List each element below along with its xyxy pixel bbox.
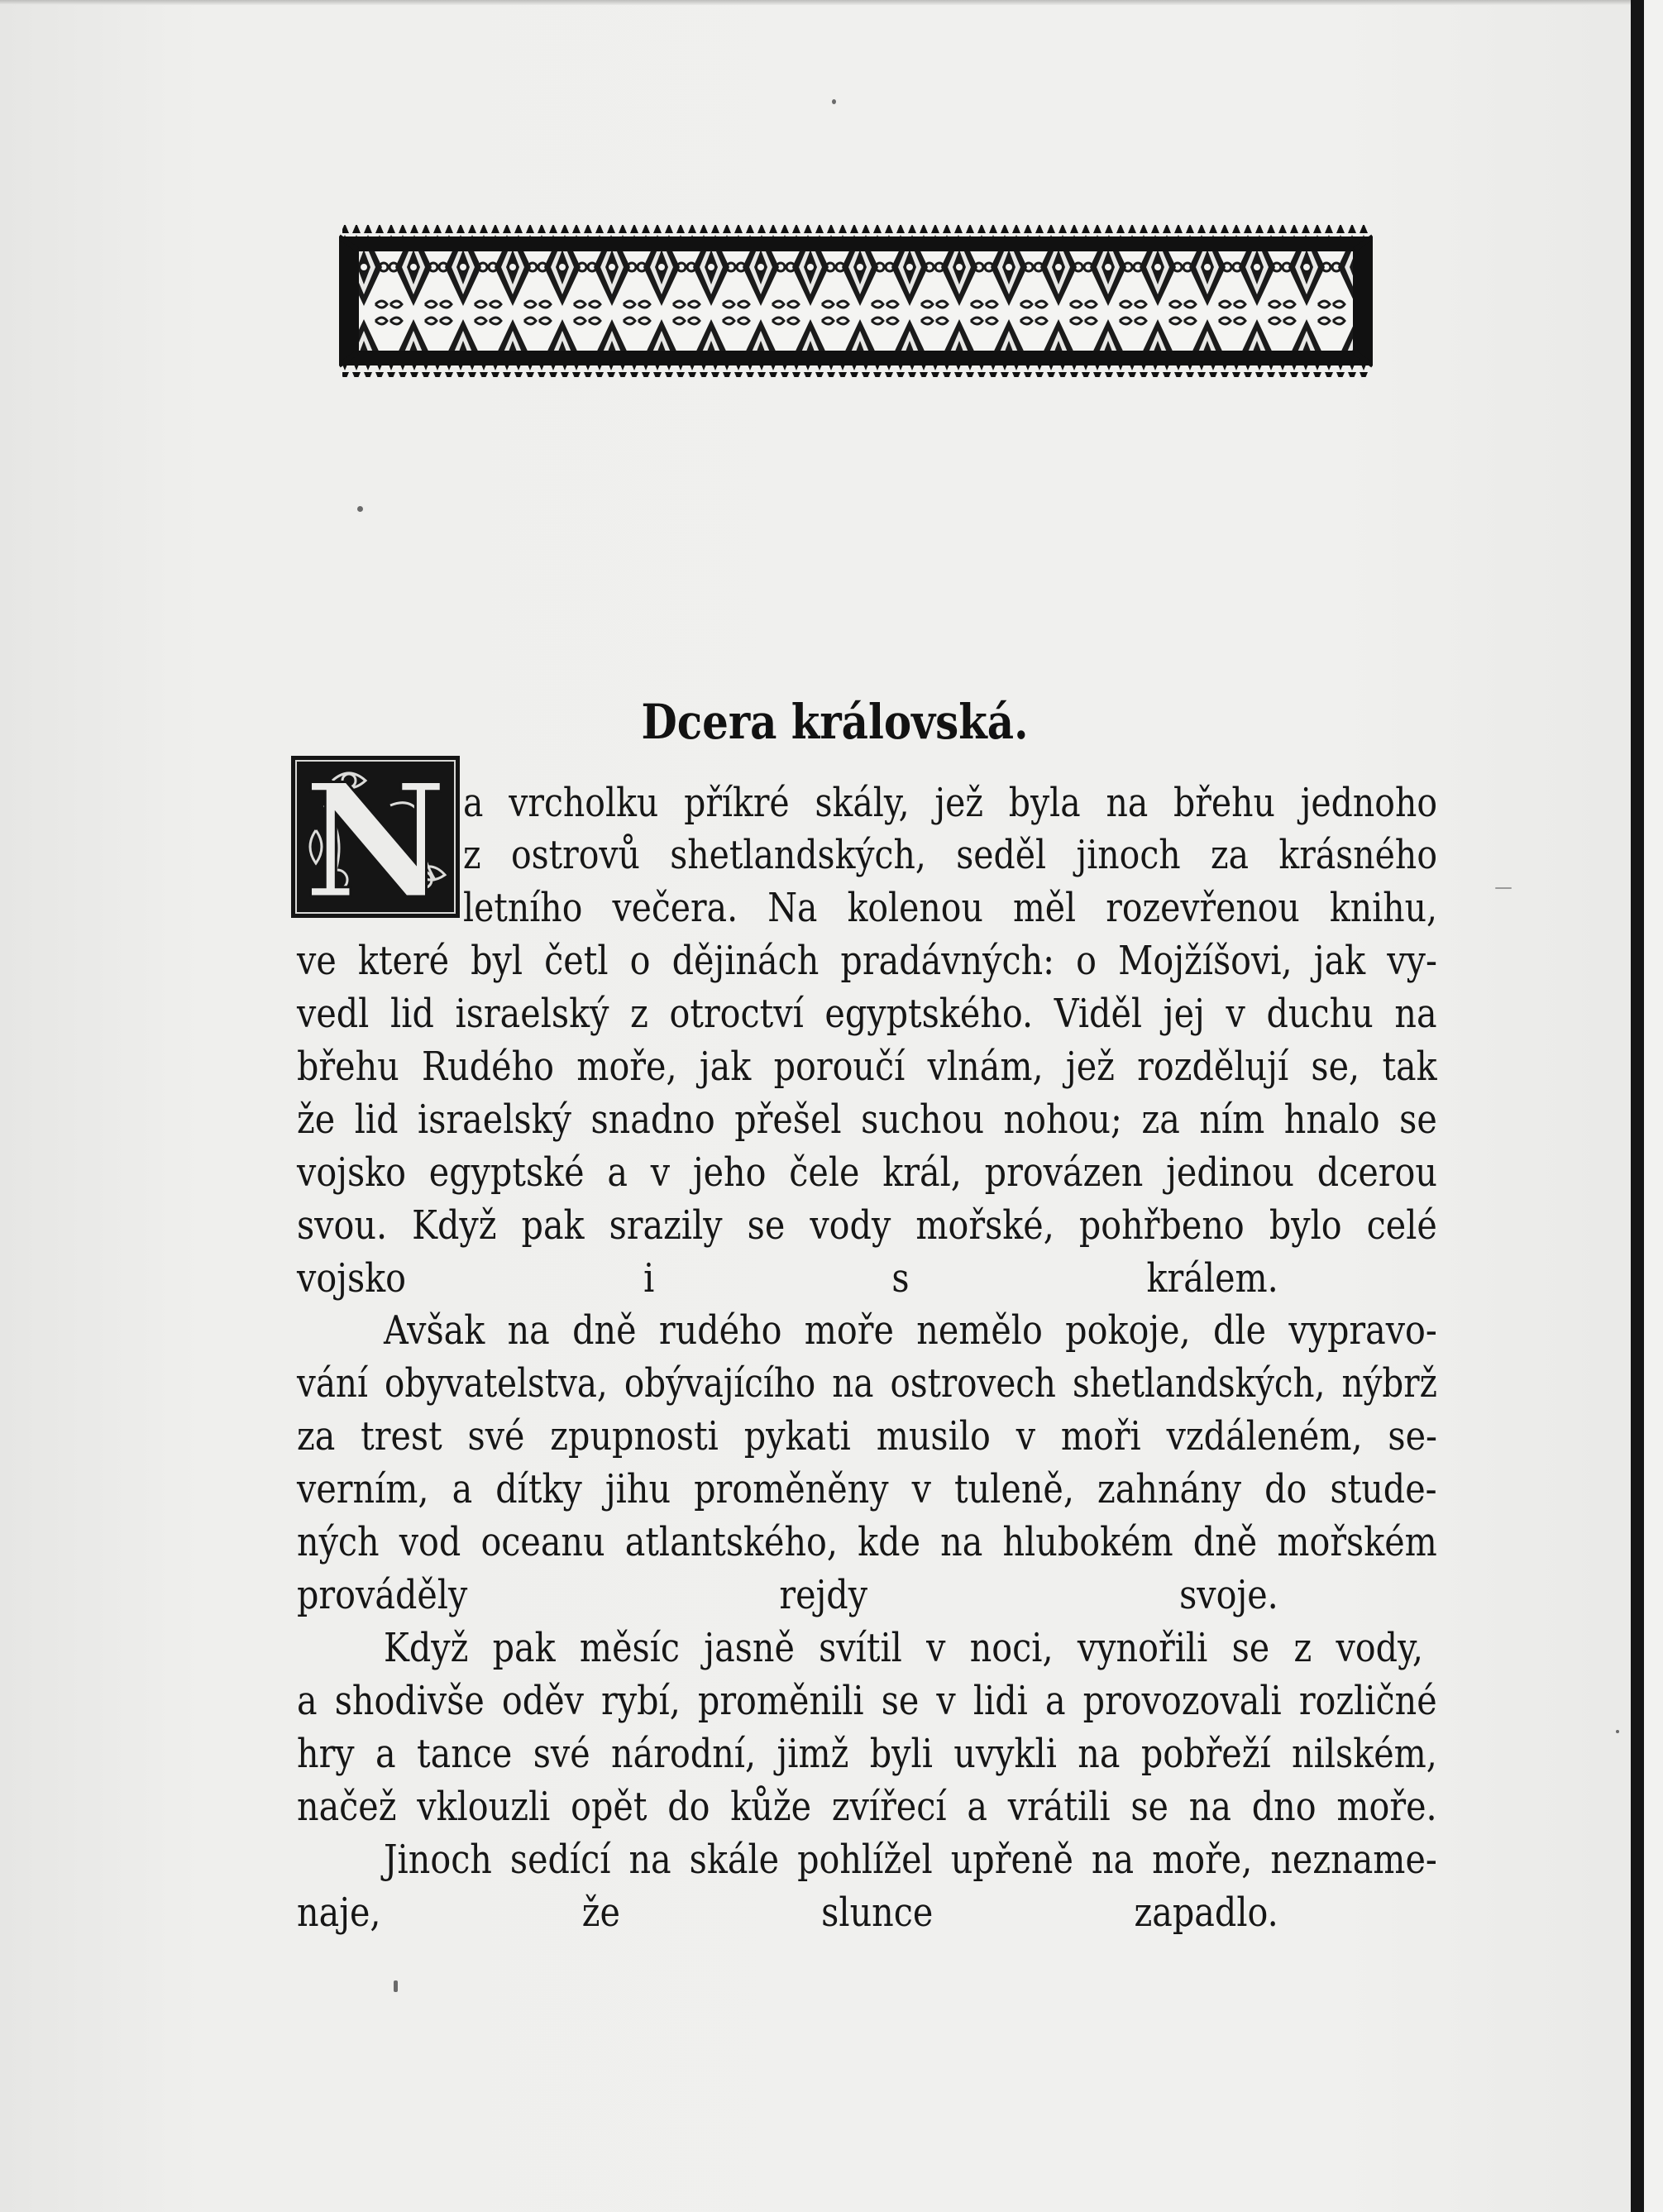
- text-line-content: vojsko i s králem.: [297, 1255, 1278, 1302]
- text-line-content: břehu Rudého moře, jak poroučí vlnám, jež rozdělují se, tak: [297, 1044, 1437, 1090]
- text-line: [463, 882, 1604, 934]
- text-line: [297, 1464, 1438, 1515]
- text-line: [297, 1887, 1438, 1938]
- text-line: [463, 777, 1604, 829]
- text-line-content: za trest své zpupnosti pykati musilo v moři vzdáleném, se-: [297, 1413, 1437, 1460]
- text-line: [297, 1200, 1438, 1251]
- text-line-content: vání obyvatelstva, obývajícího na ostrovech shetlandských, nýbrž: [297, 1360, 1437, 1407]
- text-line-content: Avšak na dně rudého moře nemělo pokoje, dle vypravo-: [384, 1307, 1437, 1354]
- text-line-content: verním, a dítky jihu proměněny v tuleně, zahnány do stude-: [297, 1466, 1437, 1512]
- text-line: [384, 1305, 1525, 1356]
- text-line-content: vedl lid israelský z otroctví egyptského. Viděl jej v duchu na: [297, 991, 1437, 1037]
- text-line: [297, 1253, 1438, 1304]
- speck: [394, 1980, 398, 1992]
- speck: [1616, 1730, 1619, 1733]
- page-top-edge: [0, 0, 1631, 5]
- text-line-content: Když pak měsíc jasně svítil v noci, vynořili se z vody,: [384, 1625, 1424, 1671]
- speck: [832, 99, 836, 104]
- speck: [1495, 887, 1512, 889]
- text-line-content: svou. Když pak srazily se vody mořské, pohřbeno bylo celé: [297, 1202, 1437, 1249]
- text-line: [384, 1622, 1525, 1674]
- text-line: [384, 1834, 1525, 1885]
- text-line: [297, 1675, 1438, 1727]
- text-line-content: naje, že slunce zapadlo.: [297, 1890, 1278, 1936]
- text-line-content: ných vod oceanu atlantského, kde na hlubokém dně mořském: [297, 1519, 1437, 1565]
- text-line-content: a shodivše oděv rybí, proměnili se v lidi a provozovali rozličné: [297, 1678, 1437, 1724]
- text-line-content: ve které byl četl o dějinách pradávných: o Mojžíšovi, jak vy-: [297, 938, 1437, 984]
- chapter-title: Dcera královská.: [641, 693, 1029, 750]
- text-line-content: z ostrovů shetlandských, seděl jinoch za krásného: [463, 832, 1437, 878]
- text-line-content: prováděly rejdy svoje.: [297, 1572, 1278, 1618]
- text-line: [297, 1781, 1438, 1832]
- text-line-content: a vrcholku příkré skály, jež byla na břehu jednoho: [463, 780, 1437, 826]
- page-margin-strip: [1644, 0, 1663, 2212]
- initial-letter: N: [303, 756, 447, 918]
- text-line-content: že lid israelský snadno přešel suchou nohou; za ním hnalo se: [297, 1096, 1437, 1143]
- text-line: [297, 1569, 1438, 1621]
- text-line: [297, 1094, 1438, 1145]
- text-line: [297, 1411, 1438, 1462]
- text-line: [297, 1041, 1438, 1092]
- speck: [357, 506, 363, 512]
- text-line: [297, 1728, 1438, 1780]
- decorated-initial-n: [291, 756, 460, 918]
- text-line: [297, 1147, 1438, 1198]
- text-line-content: hry a tance své národní, jimž byli uvykli na pobřeží nilském,: [297, 1731, 1437, 1777]
- text-line: [297, 1517, 1438, 1568]
- page-dark-edge: [1631, 0, 1644, 2212]
- text-line: [463, 829, 1604, 881]
- text-line-content: Jinoch sedící na skále pohlížel upřeně na moře, neznamе-: [384, 1837, 1437, 1883]
- text-line-content: letního večera. Na kolenou měl rozevřenou knihu,: [463, 885, 1437, 931]
- text-line: [297, 988, 1438, 1039]
- text-line: [297, 935, 1438, 987]
- ornamental-headpiece: [339, 222, 1373, 380]
- text-line-content: načež vklouzli opět do kůže zvířecí a vrátili se na dno moře.: [297, 1784, 1437, 1830]
- text-line: [297, 1358, 1438, 1409]
- text-line-content: vojsko egyptské a v jeho čele král, provázen jedinou dcerou: [297, 1149, 1437, 1196]
